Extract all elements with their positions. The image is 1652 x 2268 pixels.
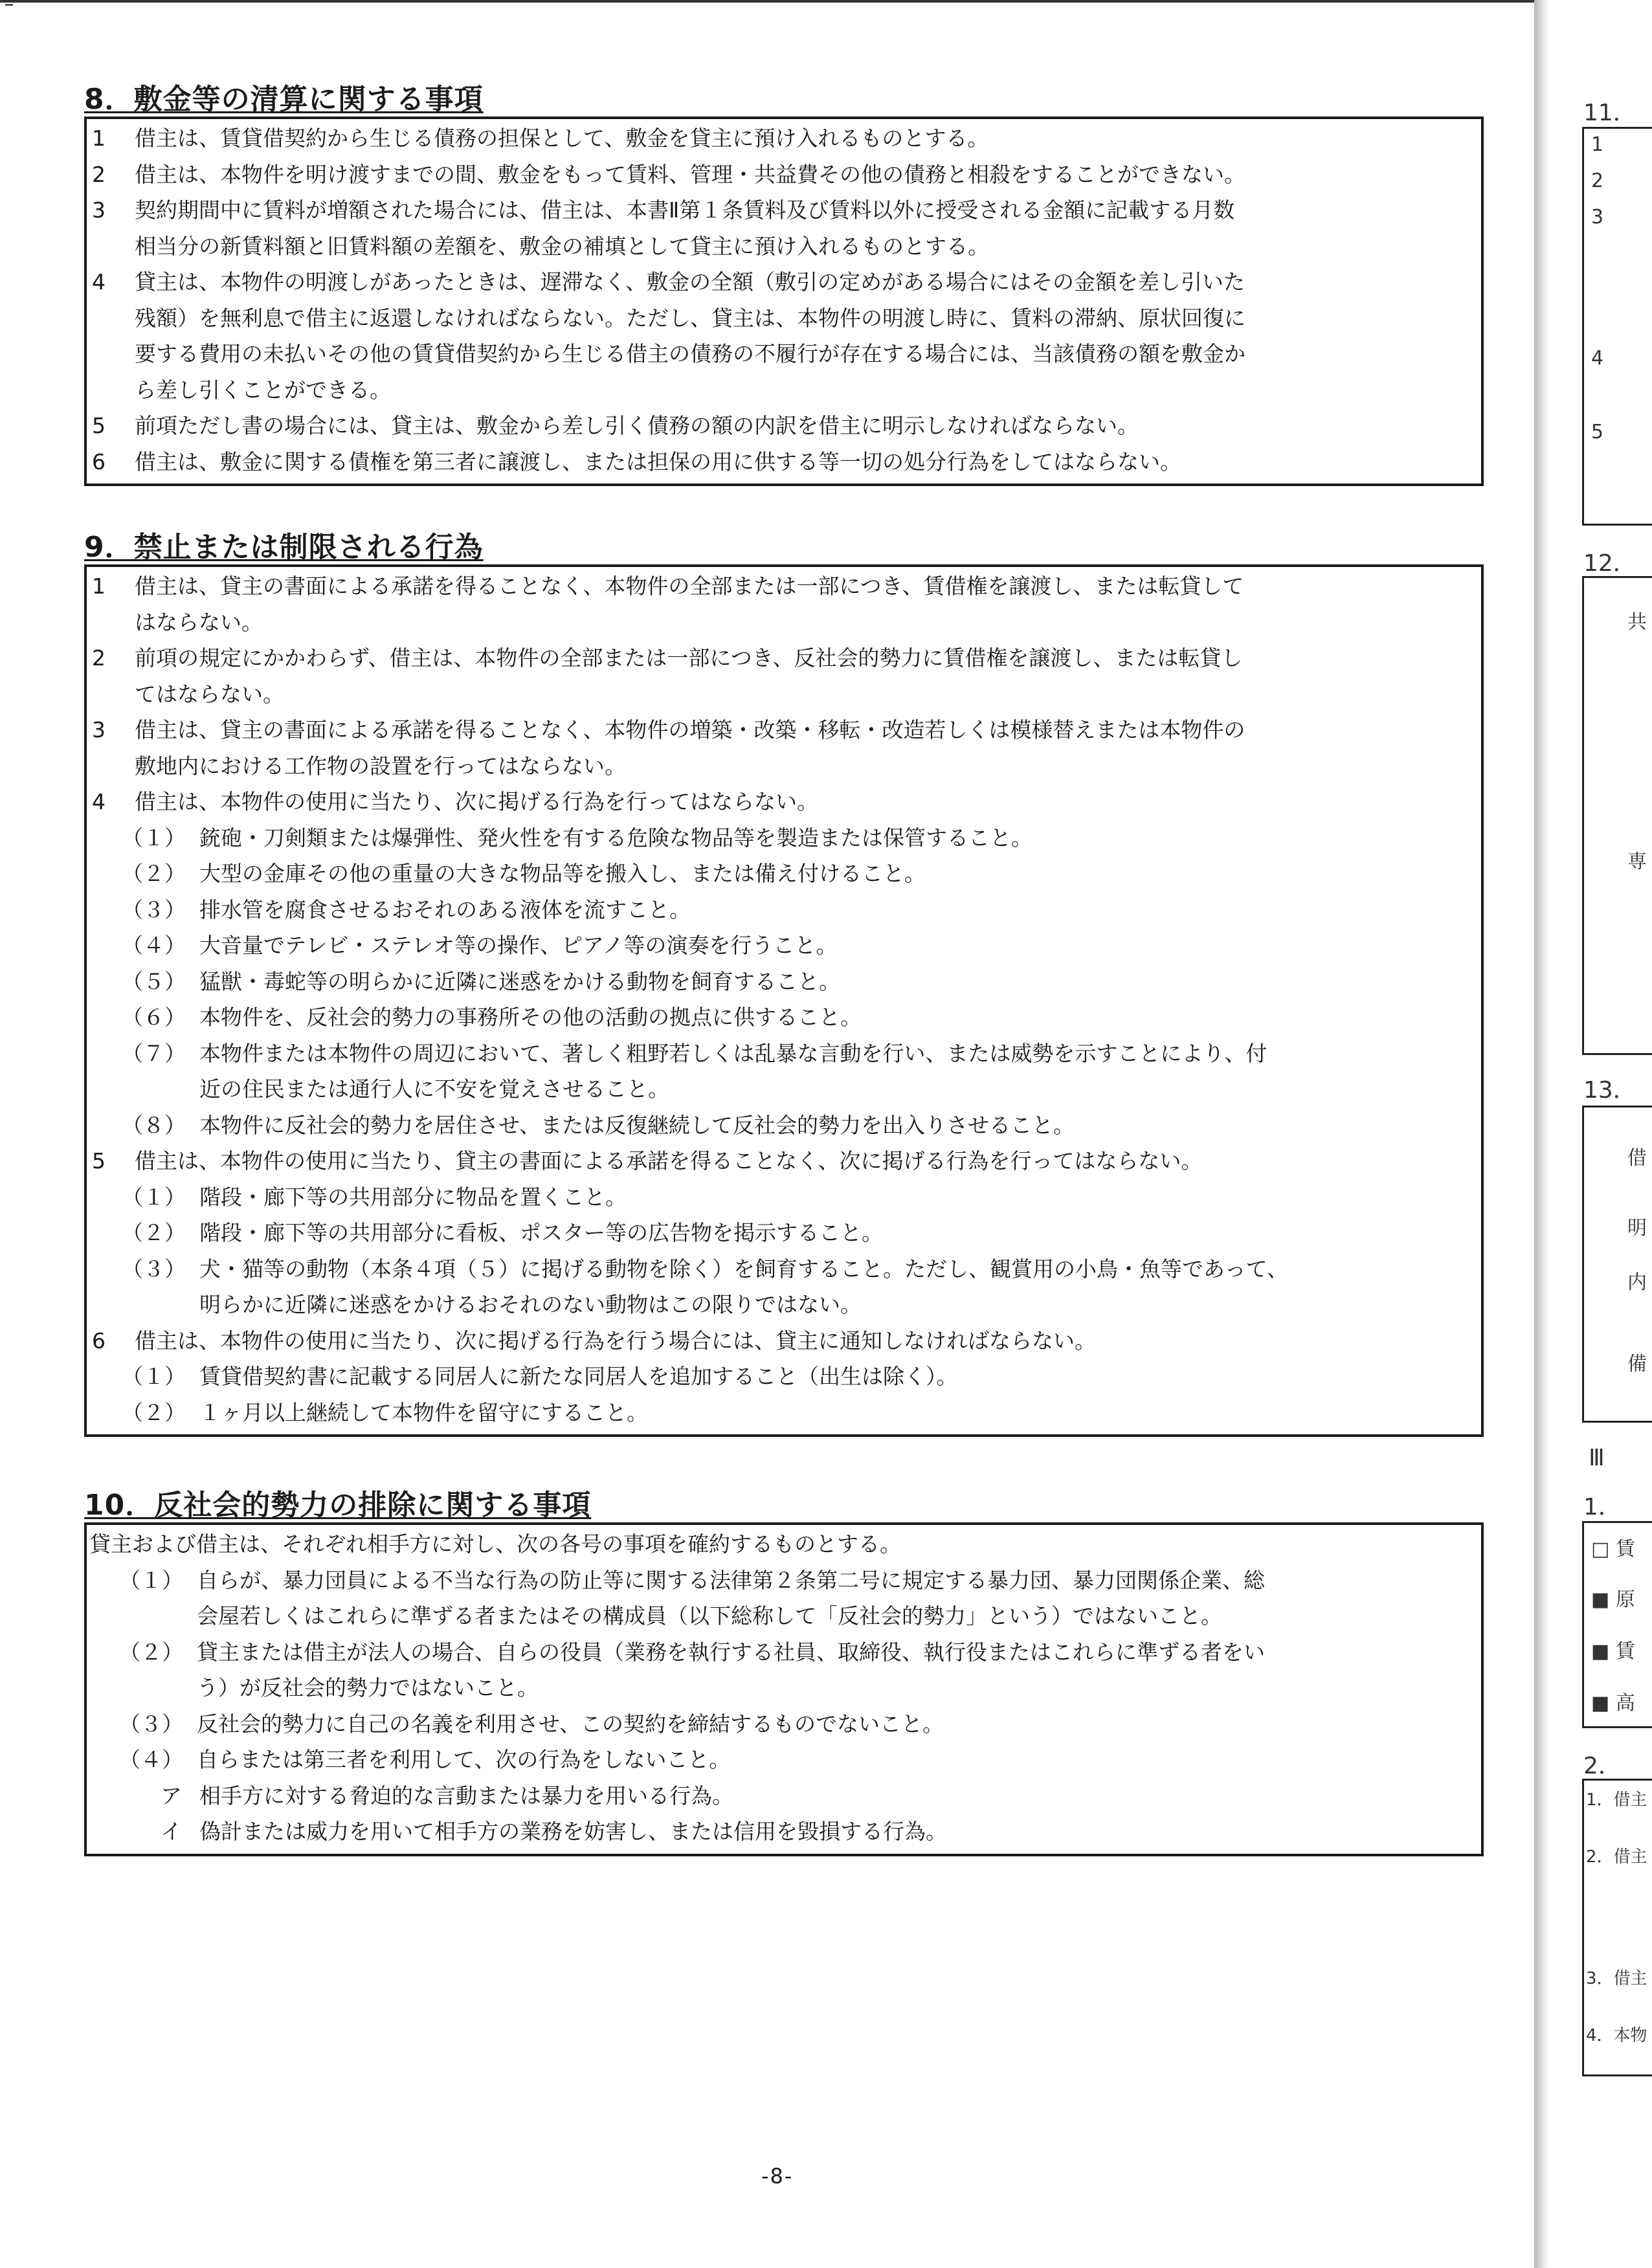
section-9-heading: 9．禁止または制限される行為	[84, 531, 484, 564]
section-8	[84, 83, 1484, 486]
sub-item-text: 大型の金庫その他の重量の大きな物品等を搬入し、または備え付けること。	[199, 861, 926, 886]
list-item	[92, 264, 1476, 408]
sub-item	[89, 1562, 1476, 1634]
page-gutter-shadow	[1534, 0, 1550, 2268]
list-item	[92, 192, 1476, 264]
next-page-fragment: 1	[1591, 133, 1604, 156]
sub-item-number: （８）	[122, 1112, 186, 1138]
next-page-fragment: 5	[1591, 421, 1604, 443]
item-text: 借主は、本物件を明け渡すまでの間、敷金をもって賃料、管理・共益費その他の債務と相殺をすることができない。	[135, 161, 1245, 187]
sub-item-number: （２）	[122, 861, 186, 886]
next-page-heading: 11．	[1583, 100, 1636, 126]
next-page-fragment: 共	[1627, 611, 1647, 634]
item-number: 6	[92, 1328, 106, 1353]
item-number: 6	[92, 449, 106, 474]
item-text: 前項ただし書の場合には、貸主は、敷金から差し引く債務の額の内訳を借主に明示しなければならない。	[135, 413, 1139, 438]
section-10-box	[84, 1522, 1484, 1856]
sub-item-text: 猛獣・毒蛇等の明らかに近隣に迷惑をかける動物を飼育すること。	[199, 968, 840, 994]
sub-item-number: （２）	[122, 1220, 186, 1245]
list-item	[92, 1323, 1476, 1359]
sub-item-number: （１）	[119, 1567, 183, 1593]
top-corner-mark	[5, 4, 13, 6]
sub-item	[92, 1107, 1476, 1144]
sub-sub-item-text: 偽計または威力を用いて相手方の業務を妨害し、または信用を毀損する行為。	[199, 1819, 947, 1844]
sub-item-number: （７）	[122, 1040, 186, 1066]
sub-item	[89, 1742, 1476, 1778]
list-item	[92, 568, 1476, 640]
sub-sub-item	[89, 1814, 1476, 1850]
sub-item-number: （２）	[119, 1639, 183, 1665]
next-page-fragment: 1．借主	[1586, 1790, 1647, 1810]
sub-item	[92, 1036, 1476, 1107]
sub-item-number: （１）	[122, 825, 186, 850]
item-text: 借主は、本物件の使用に当たり、次に掲げる行為を行ってはならない。	[135, 789, 818, 814]
next-page-heading: 1．	[1583, 1494, 1622, 1520]
sub-sub-item-number: ア	[161, 1783, 182, 1808]
next-page-fragment: 3	[1591, 206, 1604, 228]
next-page-fragment: 2	[1591, 170, 1604, 192]
next-page-heading: 2．	[1583, 1753, 1622, 1779]
sub-item-text: 反社会的勢力に自己の名義を利用させ、この契約を締結するものでないこと。	[197, 1711, 944, 1737]
list-item	[92, 640, 1476, 712]
next-page-fragment: ■ 賃	[1591, 1640, 1635, 1663]
sub-sub-item-text: 相手方に対する脅迫的な言動または暴力を用いる行為。	[199, 1783, 733, 1808]
sub-item	[92, 999, 1476, 1036]
next-page-heading: Ⅲ	[1589, 1445, 1605, 1471]
item-text: 借主は、本物件の使用に当たり、次に掲げる行為を行う場合には、貸主に通知しなければならない。	[135, 1328, 1096, 1353]
next-page-fragment: 専	[1627, 850, 1647, 873]
next-page-fragment: □ 賃	[1591, 1538, 1635, 1561]
item-text: 貸主は、本物件の明渡しがあったときは、遅滞なく、敷金の全額（敷引の定めがある場合にはその金額を差し引いた 残額）を無利息で借主に返還しなければならない。ただし、貸主は、本物件の明渡し時に、賃料の滞納、原状回復に 要する費用の未払いその他の賃貸借契約から生じる借主の債務の不履行が存在する場合には、当該債務の額を敷金か ら差し引くことができる。	[135, 269, 1245, 403]
sub-item-text: 排水管を腐食させるおそれのある液体を流すこと。	[199, 896, 691, 922]
sub-item	[92, 1359, 1476, 1395]
section-8-box	[84, 117, 1484, 486]
sub-item	[92, 820, 1476, 856]
item-number: 1	[92, 126, 106, 151]
sub-item-number: （６）	[122, 1005, 186, 1030]
item-number: 3	[92, 717, 106, 742]
item-text: 借主は、貸主の書面による承諾を得ることなく、本物件の全部または一部につき、賃借権を譲渡し、または転貸して はならない。	[135, 573, 1244, 635]
sub-item-text: 貸主または借主が法人の場合、自らの役員（業務を執行する社員、取締役、執行役またはこれらに準ずる者をい う）が反社会的勢力ではないこと。	[197, 1639, 1265, 1700]
next-page-fragment: 2．借主	[1586, 1847, 1647, 1867]
next-page-fragment: 3．借主	[1586, 1969, 1647, 1988]
next-page-partial	[1550, 0, 1652, 2268]
next-page-fragment: 明	[1627, 1217, 1647, 1240]
sub-item-text: 階段・廊下等の共用部分に物品を置くこと。	[199, 1184, 627, 1210]
item-text: 借主は、貸主の書面による承諾を得ることなく、本物件の増築・改築・移転・改造若しくは模様替えまたは本物件の 敷地内における工作物の設置を行ってはならない。	[135, 717, 1245, 779]
section-8-heading: 8．敷金等の清算に関する事項	[84, 83, 484, 116]
section-10-heading: 10．反社会的勢力の排除に関する事項	[84, 1489, 592, 1522]
next-page-fragment: ■ 原	[1591, 1588, 1635, 1611]
list-item	[92, 1143, 1476, 1179]
sub-item-number: （１）	[122, 1364, 186, 1389]
next-page-heading: 13．	[1583, 1077, 1636, 1104]
list-item	[92, 408, 1476, 444]
sub-sub-item-number: イ	[161, 1819, 182, 1844]
sub-item-number: （３）	[119, 1711, 183, 1737]
next-page-fragment: 4	[1591, 347, 1604, 370]
list-item	[92, 712, 1476, 784]
sub-item	[92, 892, 1476, 928]
next-page-box	[1582, 576, 1652, 1055]
item-number: 5	[92, 1148, 106, 1173]
sub-item-text: 本物件を、反社会的勢力の事務所その他の活動の拠点に供すること。	[199, 1005, 862, 1030]
sub-item-text: 階段・廊下等の共用部分に看板、ポスター等の広告物を掲示すること。	[199, 1220, 883, 1245]
next-page-heading: 12．	[1583, 550, 1636, 577]
item-number: 3	[92, 197, 106, 223]
sub-item	[92, 928, 1476, 964]
item-text: 前項の規定にかかわらず、借主は、本物件の全部または一部につき、反社会的勢力に賃借権を譲渡し、または転貸し てはならない。	[135, 645, 1243, 707]
list-item	[92, 157, 1476, 193]
sub-item	[89, 1706, 1476, 1742]
sub-item-text: 自らが、暴力団員による不当な行為の防止等に関する法律第２条第二号に規定する暴力団、暴力団関係企業、総 会屋若しくはこれらに準ずる者またはその構成員（以下総称して「反社会的勢力」という）ではないこと。	[197, 1567, 1265, 1629]
sub-item	[92, 1215, 1476, 1251]
item-number: 5	[92, 413, 106, 438]
section-9-box	[84, 564, 1484, 1437]
sub-item-number: （３）	[122, 896, 186, 922]
sub-item	[92, 856, 1476, 892]
next-page-fragment: 借	[1627, 1147, 1647, 1170]
sub-item-text: 銃砲・刀剣類または爆弾性、発火性を有する危険な物品等を製造または保管すること。	[199, 825, 1032, 850]
sub-item-number: （５）	[122, 968, 186, 994]
section-10-intro: 貸主および借主は、それぞれ相手方に対し、次の各号の事項を確約するものとする。	[89, 1531, 901, 1557]
sub-item-number: （４）	[122, 933, 186, 958]
list-item	[92, 120, 1476, 157]
item-number: 4	[92, 269, 106, 295]
sub-item-number: （２）	[122, 1399, 186, 1425]
sub-item	[92, 964, 1476, 1000]
sub-item-number: （３）	[122, 1256, 186, 1282]
sub-sub-item	[89, 1778, 1476, 1814]
list-item	[92, 444, 1476, 480]
item-number: 4	[92, 789, 106, 814]
sub-item	[89, 1634, 1476, 1706]
item-number: 2	[92, 645, 106, 671]
page-number: -8-	[761, 2164, 794, 2188]
sub-item-text: 犬・猫等の動物（本条４項（５）に掲げる動物を除く）を飼育すること。ただし、観賞用の小鳥・魚等であって、 明らかに近隣に迷惑をかけるおそれのない動物はこの限りではない。	[199, 1256, 1289, 1317]
sub-item-text: 自らまたは第三者を利用して、次の行為をしないこと。	[197, 1747, 731, 1772]
sub-item-text: 大音量でテレビ・ステレオ等の操作、ピアノ等の演奏を行うこと。	[199, 933, 838, 958]
section-10	[84, 1489, 1484, 1856]
list-item	[92, 784, 1476, 820]
next-page-fragment: 内	[1627, 1271, 1647, 1294]
top-edge-line	[0, 0, 1534, 3]
next-page-fragment: 4．本物	[1586, 2026, 1647, 2045]
sub-item-text: 本物件または本物件の周辺において、著しく粗野若しくは乱暴な言動を行い、または威勢を示すことにより、付 近の住民または通行人に不安を覚えさせること。	[199, 1040, 1267, 1102]
sub-item	[92, 1179, 1476, 1216]
sub-item-number: （４）	[119, 1747, 183, 1772]
next-page-fragment: ■ 高	[1591, 1692, 1635, 1715]
sub-item-text: １ヶ月以上継続して本物件を留守にすること。	[199, 1399, 648, 1425]
item-number: 1	[92, 573, 106, 599]
next-page-fragment: 備	[1627, 1353, 1647, 1375]
sub-item-number: （１）	[122, 1184, 186, 1210]
sub-item-text: 本物件に反社会的勢力を居住させ、または反復継続して反社会的勢力を出入りさせること。	[199, 1112, 1075, 1138]
item-text: 借主は、本物件の使用に当たり、貸主の書面による承諾を得ることなく、次に掲げる行為を行ってはならない。	[135, 1148, 1203, 1173]
section-9	[84, 531, 1484, 1437]
sub-item-text: 賃貸借契約書に記載する同居人に新たな同居人を追加すること（出生は除く）。	[199, 1364, 958, 1389]
sub-item	[92, 1395, 1476, 1431]
item-text: 借主は、賃貸借契約から生じる債務の担保として、敷金を貸主に預け入れるものとする。	[135, 126, 989, 151]
item-text: 契約期間中に賃料が増額された場合には、借主は、本書Ⅱ第１条賃料及び賃料以外に授受される金額に記載する月数 相当分の新賃料額と旧賃料額の差額を、敷金の補填として貸主に預け入れるものとする。	[135, 197, 1235, 259]
sub-item	[92, 1251, 1476, 1323]
item-text: 借主は、敷金に関する債権を第三者に譲渡し、または担保の用に供する等一切の処分行為をしてはならない。	[135, 449, 1181, 474]
item-number: 2	[92, 161, 106, 187]
